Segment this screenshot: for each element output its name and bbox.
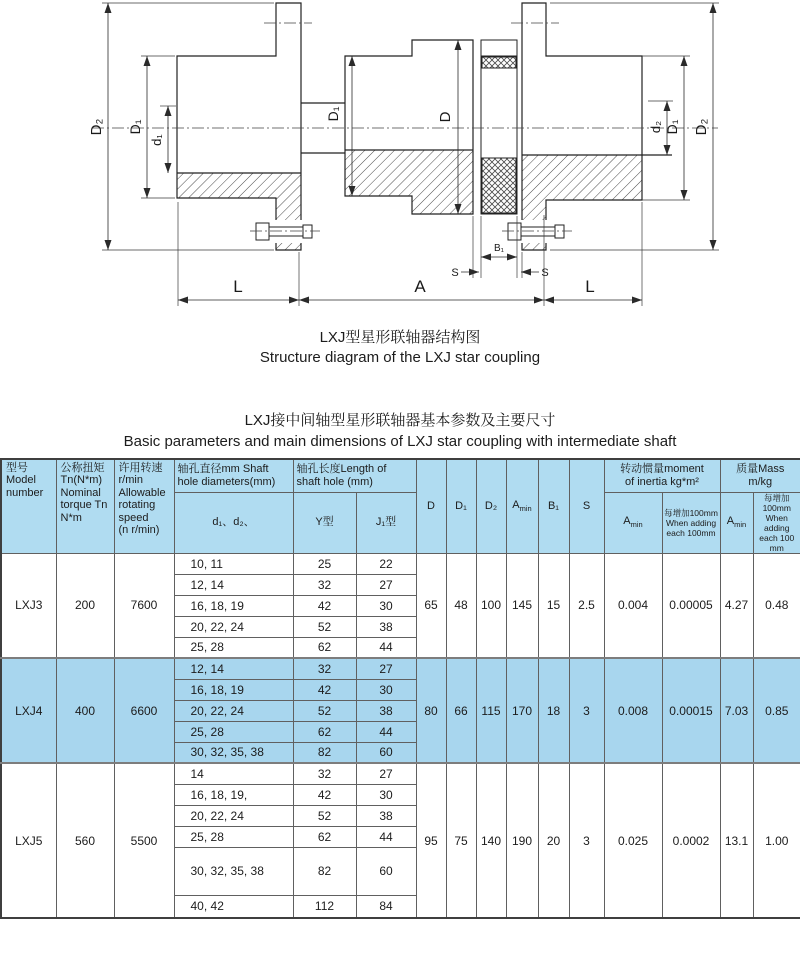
cell-bore-j: 38	[356, 805, 416, 826]
table-row	[1, 553, 800, 574]
dim-label-mid-D: D	[437, 111, 454, 123]
cell-bore-y: 42	[293, 595, 356, 616]
cell-bore-y: 52	[293, 616, 356, 637]
cell-bore-j: 44	[356, 637, 416, 658]
bolt-head-left	[256, 223, 269, 240]
cell-bore-d: 16, 18, 19,	[174, 784, 293, 805]
cell-bore-d: 10, 11	[174, 553, 293, 574]
cell-mass-add: 1.00	[753, 763, 800, 918]
col-header-inertia-amin: $A_{min}$	[604, 492, 662, 553]
cell-bore-d: 12, 14	[174, 658, 293, 679]
cell-bore-j: 84	[356, 895, 416, 918]
cell-D1: 75	[446, 763, 476, 918]
col-header-model: 型号 Model number	[1, 459, 56, 553]
cell-mass-amin: 13.1	[720, 763, 753, 918]
col-header-length-group: 轴孔长度Length of shaft hole (mm)	[293, 459, 416, 492]
cell-bore-d: 30, 32, 35, 38	[174, 847, 293, 895]
cell-bore-j: 27	[356, 763, 416, 784]
cell-inertia-add: 0.00015	[662, 658, 720, 763]
cell-bore-y: 82	[293, 847, 356, 895]
cell-inertia-amin: 0.025	[604, 763, 662, 918]
col-header-j-type: J₁型	[356, 492, 416, 553]
cell-model: LXJ5	[1, 763, 56, 918]
bolt-head-right	[508, 223, 521, 240]
cell-bore-y: 32	[293, 658, 356, 679]
col-header-D: D	[416, 459, 446, 553]
cell-mass-amin: 7.03	[720, 658, 753, 763]
cell-bore-y: 42	[293, 679, 356, 700]
cell-bore-y: 32	[293, 574, 356, 595]
diagram-caption-en: Structure diagram of the LXJ star coupling	[259, 349, 541, 366]
cell-inertia-amin: 0.004	[604, 553, 662, 658]
dim-label-B1: B₁	[493, 243, 505, 254]
cell-bore-y: 82	[293, 742, 356, 763]
dim-label-L-right: L	[585, 277, 595, 296]
cell-D: 65	[416, 553, 446, 658]
table-row	[1, 763, 800, 784]
col-header-bore-group: 轴孔直径mm Shaft hole diameters(mm)	[174, 459, 293, 492]
cell-bore-j: 27	[356, 658, 416, 679]
cell-bore-j: 30	[356, 784, 416, 805]
cell-bore-d: 14	[174, 763, 293, 784]
cell-D2: 140	[476, 763, 506, 918]
cell-bore-d: 16, 18, 19	[174, 595, 293, 616]
cell-torque: 200	[56, 553, 114, 658]
cell-bore-j: 38	[356, 700, 416, 721]
cell-inertia-add: 0.00005	[662, 553, 720, 658]
cell-bore-j: 30	[356, 595, 416, 616]
cell-bore-y: 62	[293, 637, 356, 658]
header-row-1	[1, 459, 800, 492]
cell-torque: 400	[56, 658, 114, 763]
cell-bore-j: 30	[356, 679, 416, 700]
cell-D1: 66	[446, 658, 476, 763]
cell-bore-d: 25, 28	[174, 637, 293, 658]
cell-model: LXJ3	[1, 553, 56, 658]
flange-bolts	[254, 220, 568, 243]
dim-label-right-D2: D₂	[693, 118, 710, 136]
col-header-bore-sub: d₁、d₂、	[174, 492, 293, 553]
col-header-inertia-group: 转动惯量moment of inertia kg*m²	[604, 459, 720, 492]
cell-bore-j: 27	[356, 574, 416, 595]
cell-speed: 5500	[114, 763, 174, 918]
cell-S: 3	[569, 658, 604, 763]
cell-bore-j: 44	[356, 721, 416, 742]
cell-bore-j: 44	[356, 826, 416, 847]
parameters-table	[0, 458, 800, 919]
cell-S: 2.5	[569, 553, 604, 658]
cell-bore-j: 60	[356, 847, 416, 895]
bolt-shaft-right	[521, 227, 555, 236]
cell-Amin: 170	[506, 658, 538, 763]
cell-mass-add: 0.85	[753, 658, 800, 763]
col-header-D1: D₁	[446, 459, 476, 553]
cell-torque: 560	[56, 763, 114, 918]
col-header-mass-amin: $A_{min}$	[720, 492, 753, 553]
diagram-caption-zh: LXJ型星形联轴器结构图	[319, 329, 481, 346]
col-header-inertia-add: 每增加100mm When adding each 100mm	[662, 492, 720, 553]
cell-Amin: 190	[506, 763, 538, 918]
cell-Amin: 145	[506, 553, 538, 658]
star-element	[481, 40, 517, 214]
col-header-mass-add: 每增加100mm When adding each 100 mm	[753, 492, 800, 553]
coupling-structure-diagram	[0, 0, 800, 316]
cell-bore-d: 20, 22, 24	[174, 805, 293, 826]
cell-D: 95	[416, 763, 446, 918]
cell-D2: 100	[476, 553, 506, 658]
col-header-speed: 许用转速 r/min Allowable rotating speed (n r/min)	[114, 459, 174, 553]
table-title-en: Basic parameters and main dimensions of LXJ star coupling with intermediate shaft	[123, 433, 677, 450]
bolt-nut-left	[303, 225, 312, 238]
col-header-mass-group: 质量Mass m/kg	[720, 459, 800, 492]
cell-bore-y: 62	[293, 826, 356, 847]
dim-label-mid-D1: D₁	[325, 106, 341, 122]
cell-mass-amin: 4.27	[720, 553, 753, 658]
bolt-nut-right	[555, 225, 564, 238]
cell-bore-j: 60	[356, 742, 416, 763]
cell-B1: 15	[538, 553, 569, 658]
cell-bore-j: 22	[356, 553, 416, 574]
dim-label-s-right: S	[541, 267, 549, 279]
cell-bore-d: 20, 22, 24	[174, 700, 293, 721]
cell-bore-d: 40, 42	[174, 895, 293, 918]
cell-bore-y: 52	[293, 700, 356, 721]
col-header-torque: 公称扭矩 Tn(N*m) Nominal torque Tn N*m	[56, 459, 114, 553]
col-header-y-type: Y型	[293, 492, 356, 553]
cell-bore-d: 25, 28	[174, 826, 293, 847]
cell-bore-y: 42	[293, 784, 356, 805]
cell-D1: 48	[446, 553, 476, 658]
cell-bore-j: 38	[356, 616, 416, 637]
cell-bore-y: 25	[293, 553, 356, 574]
cell-inertia-add: 0.0002	[662, 763, 720, 918]
cell-bore-d: 16, 18, 19	[174, 679, 293, 700]
cell-bore-y: 62	[293, 721, 356, 742]
cell-B1: 20	[538, 763, 569, 918]
table-row-highlighted	[1, 658, 800, 679]
col-header-S: S	[569, 459, 604, 553]
cell-speed: 7600	[114, 553, 174, 658]
table-title-zh: LXJ接中间轴型星形联轴器基本参数及主要尺寸	[244, 412, 556, 429]
cell-S: 3	[569, 763, 604, 918]
dim-label-left-d1: d₁	[149, 134, 164, 146]
col-header-Amin: $A_{min}$	[506, 459, 538, 553]
dim-label-right-d2: d₂	[648, 120, 663, 134]
bolt-shaft-left	[269, 227, 303, 236]
dimension-labels	[88, 106, 710, 296]
cell-B1: 18	[538, 658, 569, 763]
cell-inertia-amin: 0.008	[604, 658, 662, 763]
col-header-B1: B₁	[538, 459, 569, 553]
cell-bore-y: 52	[293, 805, 356, 826]
col-header-D2: D₂	[476, 459, 506, 553]
cell-bore-d: 20, 22, 24	[174, 616, 293, 637]
cell-bore-d: 12, 14	[174, 574, 293, 595]
cell-bore-y: 32	[293, 763, 356, 784]
cell-bore-y: 112	[293, 895, 356, 918]
dim-label-L-left: L	[233, 277, 243, 296]
dim-label-A: A	[414, 277, 426, 296]
cell-model: LXJ4	[1, 658, 56, 763]
dim-label-left-D2: D₂	[88, 118, 105, 136]
dim-label-left-D1: D₁	[127, 119, 143, 135]
dim-label-s-left: S	[451, 267, 459, 279]
cell-D: 80	[416, 658, 446, 763]
dim-label-right-D1: D₁	[664, 119, 680, 135]
cell-speed: 6600	[114, 658, 174, 763]
cell-mass-add: 0.48	[753, 553, 800, 658]
cell-bore-d: 30, 32, 35, 38	[174, 742, 293, 763]
cell-bore-d: 25, 28	[174, 721, 293, 742]
cell-D2: 115	[476, 658, 506, 763]
